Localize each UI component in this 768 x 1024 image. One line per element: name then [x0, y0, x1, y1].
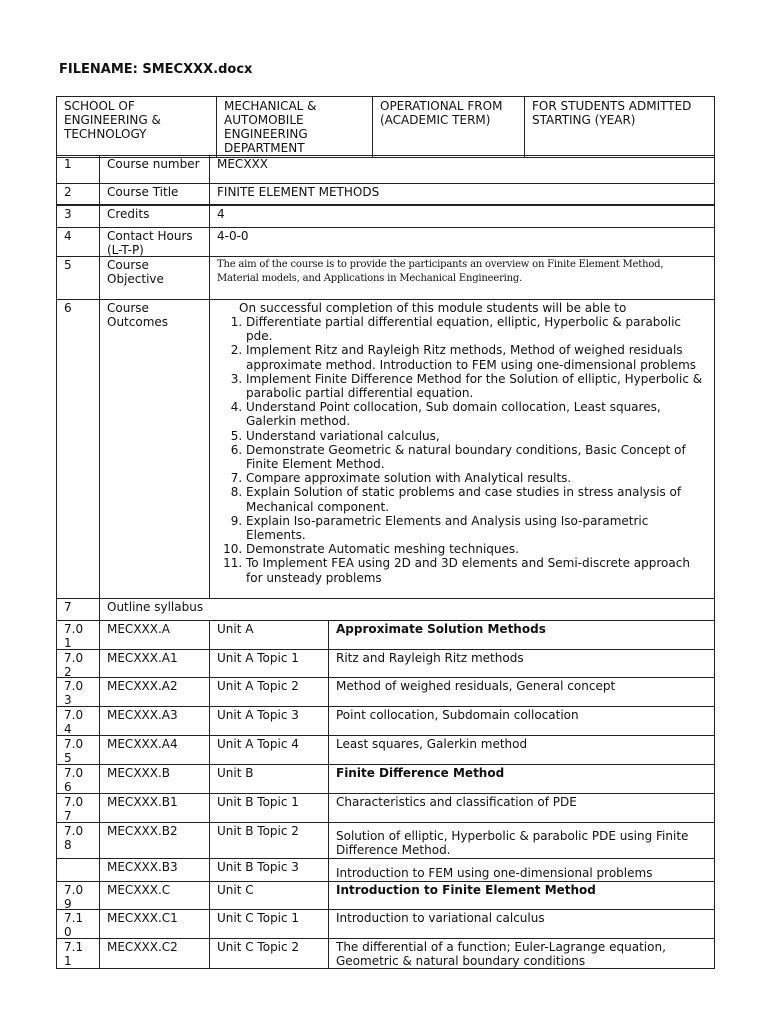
syllabus-num: 7.0 4: [64, 708, 84, 735]
row-num: 2: [64, 185, 72, 199]
syllabus-topic: Solution of elliptic, Hyperbolic & parabolic PDE using Finite Difference Method.: [328, 823, 714, 858]
syllabus-row: [56, 764, 715, 794]
header-table: [56, 96, 715, 158]
syllabus-num: 7.0 2: [64, 651, 84, 677]
syllabus-code: MECXXX.B2: [99, 823, 209, 858]
syllabus-topic: Least squares, Galerkin method: [328, 736, 714, 764]
syllabus-code: MECXXX.A4: [99, 736, 209, 764]
row-label: Contact Hours (L-T-P): [99, 228, 209, 256]
syllabus-code: MECXXX.A2: [99, 678, 209, 706]
syllabus-row: [56, 938, 715, 969]
syllabus-num: 7.0 9: [64, 883, 84, 909]
students-cell: FOR STUDENTS ADMITTED STARTING (YEAR): [525, 97, 715, 158]
row-num: 4: [64, 229, 72, 243]
syllabus-code: MECXXX.B3: [99, 859, 209, 881]
row-label: Course Title: [99, 184, 209, 204]
row-num: 1: [64, 157, 72, 171]
course-row-credits: [56, 205, 715, 228]
syllabus-unit: Unit B Topic 3: [209, 859, 328, 881]
syllabus-num: 7.1 1: [64, 940, 84, 968]
syllabus-topic: Approximate Solution Methods: [328, 621, 714, 649]
row-value: FINITE ELEMENT METHODS: [209, 184, 714, 204]
row-value: 4: [209, 206, 714, 227]
syllabus-row: [56, 706, 715, 736]
syllabus-code: MECXXX.C: [99, 882, 209, 909]
outcome-item: 10. Demonstrate Automatic meshing techniques.: [246, 542, 707, 556]
syllabus-num: 7.0 8: [64, 824, 84, 852]
row-label: Outline syllabus: [99, 599, 714, 620]
syllabus-topic: Point collocation, Subdomain collocation: [328, 707, 714, 735]
syllabus-row: [56, 881, 715, 910]
school-cell: SCHOOL OF ENGINEERING & TECHNOLOGY: [57, 97, 217, 158]
row-value: The aim of the course is to provide the participants an overview on Finite Element Method, Material models, and Applications in Mechanical Engineering.: [209, 257, 714, 299]
syllabus-unit: Unit B Topic 1: [209, 794, 328, 822]
outcome-item: 4. Understand Point collocation, Sub domain collocation, Least squares, Galerkin method.: [246, 400, 707, 428]
syllabus-unit: Unit A Topic 4: [209, 736, 328, 764]
row-num: 5: [64, 258, 72, 272]
syllabus-num: 7.0 3: [64, 679, 84, 706]
row-value: 4-0-0: [209, 228, 714, 256]
syllabus-code: MECXXX.A3: [99, 707, 209, 735]
syllabus-unit: Unit B: [209, 765, 328, 793]
syllabus-num: 7.1 0: [64, 911, 84, 938]
syllabus-code: MECXXX.A1: [99, 650, 209, 677]
syllabus-row: [56, 677, 715, 707]
row-num: 6: [64, 301, 72, 315]
syllabus-unit: Unit A Topic 2: [209, 678, 328, 706]
outcome-item: 11. To Implement FEA using 2D and 3D elements and Semi-discrete approach for unsteady problems: [246, 556, 707, 584]
outcome-item: 8. Explain Solution of static problems and case studies in stress analysis of Mechanical component.: [246, 485, 707, 513]
syllabus-topic: Introduction to FEM using one-dimensional problems: [328, 859, 714, 881]
syllabus-row: [56, 735, 715, 765]
course-row-syllabus: [56, 598, 715, 621]
outcome-item: 9. Explain Iso-parametric Elements and Analysis using Iso-parametric Elements.: [246, 514, 707, 542]
syllabus-topic: Ritz and Rayleigh Ritz methods: [328, 650, 714, 677]
syllabus-code: MECXXX.A: [99, 621, 209, 649]
outcome-item: 2. Implement Ritz and Rayleigh Ritz methods, Method of weighed residuals approximate method. Introduction to FEM using one-dimensional problems: [246, 343, 707, 371]
course-row-number: [56, 155, 715, 184]
outcome-item: 1. Differentiate partial differential equation, elliptic, Hyperbolic & parabolic pde.: [246, 315, 707, 343]
syllabus-unit: Unit C Topic 2: [209, 939, 328, 968]
syllabus-code: MECXXX.B: [99, 765, 209, 793]
outcomes-intro: On successful completion of this module students will be able to: [239, 301, 627, 315]
syllabus-topic: Introduction to Finite Element Method: [328, 882, 714, 909]
outcome-item: 7. Compare approximate solution with Analytical results.: [246, 471, 707, 485]
syllabus-row: [56, 822, 715, 859]
outcome-item: 6. Demonstrate Geometric & natural boundary conditions, Basic Concept of Finite Element Method.: [246, 443, 707, 471]
outcome-item: 5. Understand variational calculus,: [246, 429, 707, 443]
syllabus-code: MECXXX.C1: [99, 910, 209, 938]
row-label: Credits: [99, 206, 209, 227]
syllabus-topic: Finite Difference Method: [328, 765, 714, 793]
syllabus-code: MECXXX.B1: [99, 794, 209, 822]
syllabus-topic: Introduction to variational calculus: [328, 910, 714, 938]
syllabus-topic: Method of weighed residuals, General concept: [328, 678, 714, 706]
syllabus-unit: Unit A Topic 3: [209, 707, 328, 735]
syllabus-row: [56, 620, 715, 650]
syllabus-unit: Unit B Topic 2: [209, 823, 328, 858]
course-row-contact-hours: [56, 227, 715, 257]
syllabus-unit: Unit C Topic 1: [209, 910, 328, 938]
syllabus-row: [56, 909, 715, 939]
syllabus-topic: Characteristics and classification of PDE: [328, 794, 714, 822]
syllabus-code: MECXXX.C2: [99, 939, 209, 968]
course-row-objective: [56, 256, 715, 300]
syllabus-row: [56, 649, 715, 678]
syllabus-num: 7.0 7: [64, 795, 84, 822]
syllabus-num: 7.0 5: [64, 737, 84, 764]
syllabus-row: [56, 793, 715, 823]
row-label: Course number: [99, 156, 209, 183]
department-cell: MECHANICAL & AUTOMOBILE ENGINEERING DEPARTMENT: [217, 97, 373, 158]
course-row-title: [56, 183, 715, 205]
course-row-outcomes: [56, 299, 715, 599]
operational-cell: OPERATIONAL FROM (ACADEMIC TERM): [373, 97, 525, 158]
syllabus-num: [57, 859, 99, 881]
row-num: 3: [64, 207, 72, 221]
row-num: 7: [64, 600, 72, 614]
syllabus-row: [56, 858, 715, 882]
syllabus-num: 7.0 1: [64, 622, 84, 649]
filename-label: FILENAME: SMECXXX.docx: [59, 62, 253, 77]
syllabus-unit: Unit A: [209, 621, 328, 649]
row-label: Course Objective: [99, 257, 209, 299]
outcomes-list: [217, 315, 707, 585]
outcome-item: 3. Implement Finite Difference Method for the Solution of elliptic, Hyperbolic & parabolic partial differential equation.: [246, 372, 707, 400]
outcomes-cell: [209, 300, 714, 598]
row-value: MECXXX: [209, 156, 714, 183]
syllabus-topic: The differential of a function; Euler-Lagrange equation, Geometric & natural boundary conditions: [328, 939, 714, 968]
row-label: Course Outcomes: [99, 300, 209, 598]
syllabus-unit: Unit C: [209, 882, 328, 909]
syllabus-num: 7.0 6: [64, 766, 84, 793]
syllabus-unit: Unit A Topic 1: [209, 650, 328, 677]
